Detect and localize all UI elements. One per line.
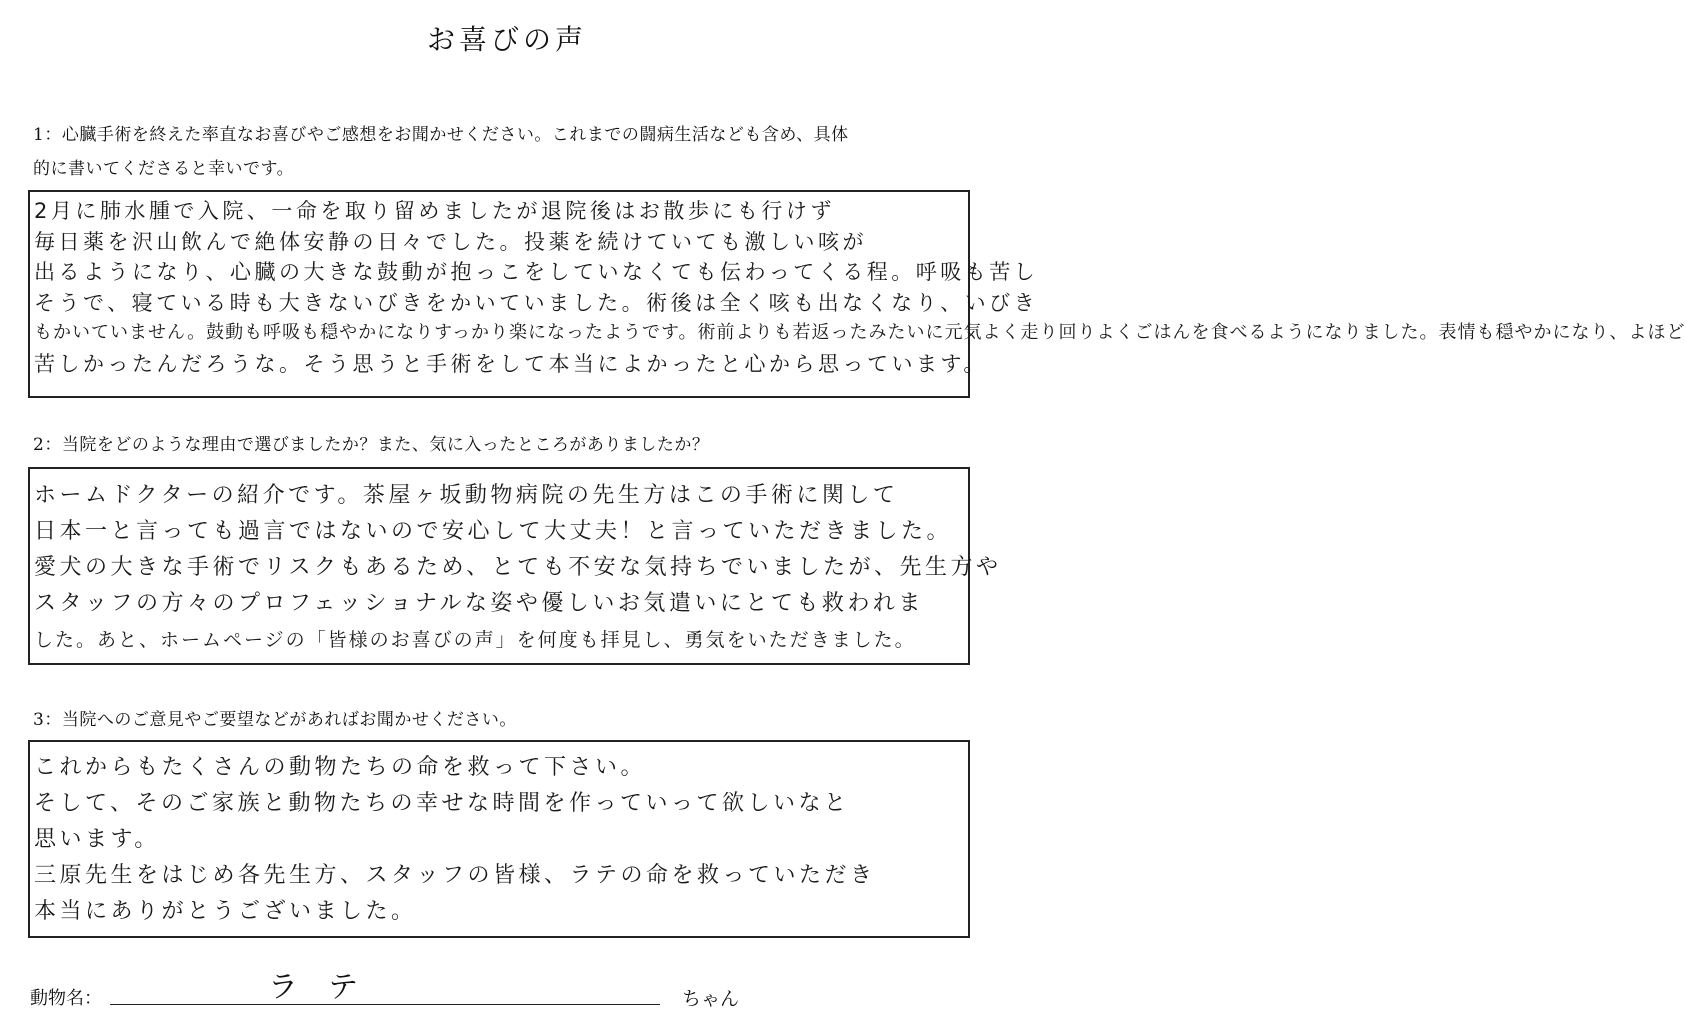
answer-1-line: そうで、寝ている時も大きないびきをかいていました。術後は全く咳も出なくなり、いびき	[34, 290, 1039, 315]
answer-1-line: もかいていません。鼓動も呼吸も穏やかになりすっかり楽になったようです。術前よりも若返ったみたいに元気よく走り回りよくごはんを食べるようになりました。表情も穏やかになり、よほど	[34, 322, 1686, 343]
answer-2-line: した。あと、ホームページの「皆様のお喜びの声」を何度も拝見し、勇気をいただきました。	[34, 629, 916, 651]
answer-3-line: 思います。	[34, 827, 160, 852]
answer-1-line: 2月に肺水腫で入院、一命を取り留めましたが退院後はお散歩にも行けず	[34, 199, 835, 223]
answer-2-line: 愛犬の大きな手術でリスクもあるため、とても不安な気持ちでいましたが、先生方や	[34, 555, 1002, 580]
pet-name-value: ラテ	[268, 970, 388, 1005]
answer-2-text	[34, 478, 1002, 658]
answer-2-line: ホームドクターの紹介です。茶屋ヶ坂動物病院の先生方はこの手術に関して	[34, 483, 899, 508]
pet-name-underline	[110, 1004, 660, 1005]
question-1-line-1: 1：心臓手術を終えた率直なお喜びやご感想をお聞かせください。これまでの闘病生活なども含め、具体	[33, 125, 849, 145]
answer-3-text	[34, 750, 998, 930]
answer-3-line: これからもたくさんの動物たちの命を救って下さい。	[34, 755, 647, 780]
pet-name-label: 動物名：	[30, 988, 102, 1009]
answer-3-line: 本当にありがとうございました。	[34, 899, 417, 924]
answer-2-line: スタッフの方々のプロフェッショナルな姿や優しいお気遣いにとても救われま	[34, 591, 924, 616]
answer-1-text	[34, 196, 1686, 379]
question-2: 2：当院をどのような理由で選びましたか？また、気に入ったところがありましたか？	[33, 435, 710, 455]
question-1	[33, 118, 983, 186]
answer-2-line: 日本一と言っても過言ではないので安心して大丈夫！と言っていただきました。	[34, 519, 953, 544]
pet-name-suffix: ちゃん	[682, 988, 740, 1010]
page-title: お喜びの声	[426, 23, 587, 56]
answer-1-line: 出るようになり、心臓の大きな鼓動が抱っこをしていなくても伝わってくる程。呼吸も苦し	[34, 260, 1039, 284]
answer-1-line: 毎日薬を沢山飲んで絶体安静の日々でした。投薬を続けていても激しい咳が	[34, 229, 867, 254]
question-1-line-2: 的に書いてくださると幸いです。	[33, 159, 295, 179]
answer-1-line: 苦しかったんだろうな。そう思うと手術をして本当によかったと心から思っています。	[34, 351, 988, 376]
answer-3-line: 三原先生をはじめ各先生方、スタッフの皆様、ラテの命を救っていただき	[34, 863, 876, 888]
question-3: 3：当院へのご意見やご要望などがあればお聞かせください。	[33, 710, 517, 730]
answer-3-line: そして、そのご家族と動物たちの幸せな時間を作っていって欲しいなと	[34, 791, 850, 816]
